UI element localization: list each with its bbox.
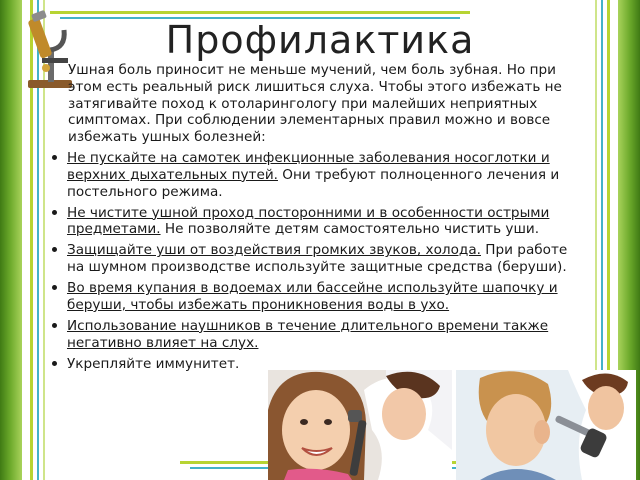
list-item-emphasis: Использование наушников в течение длительного времени также негативно влияет на слух.	[67, 317, 549, 351]
left-green-border	[0, 0, 22, 480]
list-item-emphasis: Не чистите ушной проход посторонними и в особенности острыми предметами.	[67, 204, 550, 238]
decor-stripe	[50, 11, 470, 14]
list-item-text: Не позволяйте детям самостоятельно чистить уши.	[160, 221, 540, 238]
list-item	[58, 280, 586, 314]
list-item-text: Они требуют полноценного лечения и постельного режима.	[67, 166, 560, 200]
list-item-text: При работе на шумном производстве используйте защитные средства (беруши).	[67, 242, 568, 276]
intro-paragraph: Ушная боль приносит не меньше мучений, чем боль зубная. Но при этом есть реальный риск лишиться слуха. Чтобы этого избежать не затягивайте поход к отоларингологу при малейших неприятных симптомах. При соблюдении элементарных правил можно и вовсе избежать ушных болезней:	[68, 62, 562, 146]
list-item	[58, 318, 586, 352]
list-item-text: Укрепляйте иммунитет.	[67, 355, 240, 372]
list-item	[58, 150, 586, 200]
list-item-emphasis: Во время купания в водоемах или бассейне используйте шапочку и беруши, чтобы избежать проникновения воды в ухо.	[67, 280, 558, 313]
prevention-list	[58, 150, 586, 373]
slide-title: Профилактика	[165, 18, 475, 62]
slide-body	[58, 62, 586, 377]
list-item-emphasis: Не пускайте на самотек инфекционные заболевания носоглотки и верхних дыхательных путей.	[67, 149, 550, 183]
list-item-emphasis: Защищайте уши от воздействия громких звуков, холода.	[67, 242, 481, 259]
girl-ear-exam-photo	[268, 370, 452, 480]
list-item	[58, 205, 586, 239]
boy-ear-exam-photo	[456, 370, 636, 480]
list-item	[58, 242, 586, 276]
